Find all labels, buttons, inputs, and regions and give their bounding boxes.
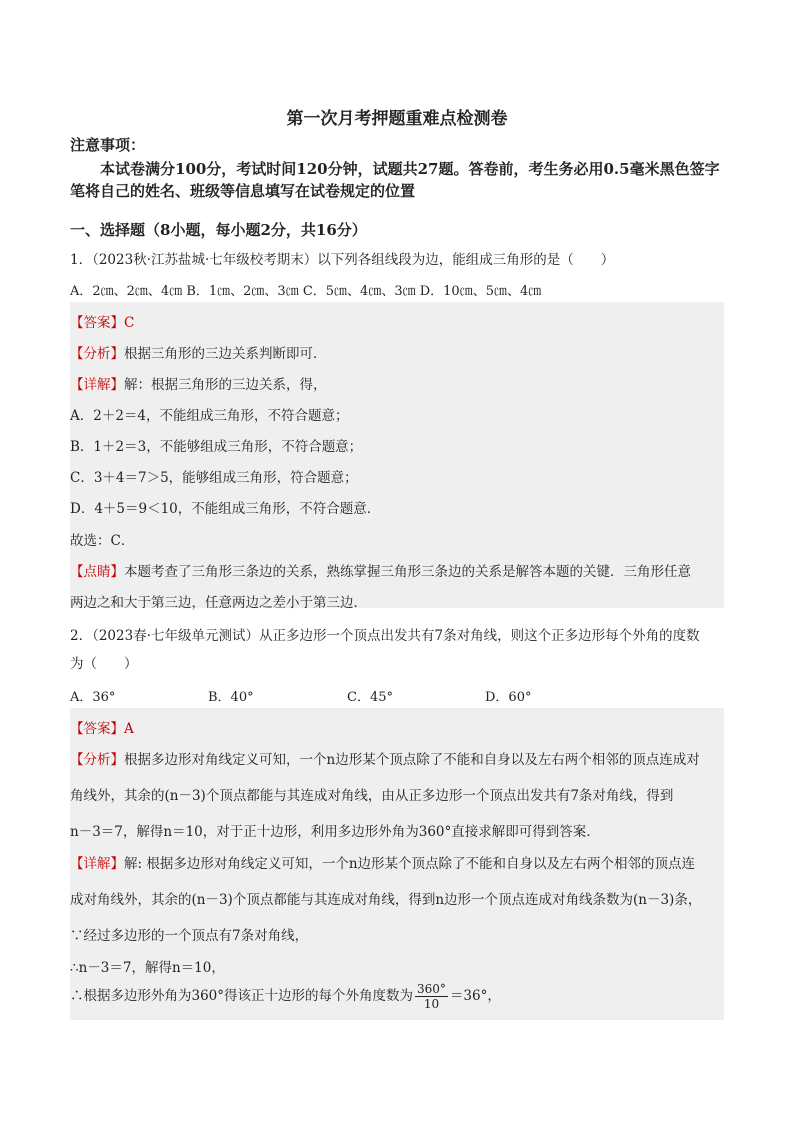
question-2-stem-cont: 为（ ）: [70, 656, 138, 672]
q2-analysis-row: [70, 748, 724, 768]
point-text: 本题考查了三角形三条边的关系，熟练掌握三角形三条边的关系是解答本题的关键．三角形任意: [124, 564, 691, 580]
option-a: A．36°: [70, 690, 116, 705]
fraction: [415, 982, 448, 1011]
notice-heading: 注意事项：: [70, 136, 146, 154]
page-title: 第一次月考押题重难点检测卷: [286, 109, 508, 129]
answer-value: A: [124, 721, 134, 737]
option-d: D．60°: [485, 690, 532, 705]
detail-text: 解: 根据多边形对角线定义可知，一个n边形某个顶点除了不能和自身以及左右两个相邻的顶点连: [124, 856, 696, 872]
analysis-tag: 【分析】: [70, 752, 124, 768]
q2-detail-row: [70, 852, 724, 872]
question-2-stem: 2．（2023春·七年级单元测试）从正多边形一个顶点出发共有7条对角线，则这个正多边形每个外角的度数: [70, 628, 700, 644]
q1-line-a: A．2＋2＝4，不能组成三角形，不符合题意；: [70, 408, 349, 424]
q1-detail-row: [70, 373, 724, 393]
analysis-text: 根据三角形的三边关系判断即可．: [124, 346, 327, 362]
q2-analysis-row-2: 角线外，其余的(n－3)个顶点都能与其连成对角线，由从正多边形一个顶点出发共有7条对角线，得到: [70, 788, 674, 804]
q2-detail-row-4: ∴n－3＝7，解得n＝10，: [70, 960, 225, 976]
q2-detail-row-3: ∵经过多边形的一个顶点有7条对角线，: [70, 928, 309, 944]
point-tag: 【点睛】: [70, 564, 124, 580]
fraction-denominator: 10: [423, 997, 440, 1011]
q2-answer-row: [70, 717, 724, 737]
answer-tag: 【答案】: [70, 721, 124, 737]
question-1-stem: 1．（2023秋·江苏盐城·七年级校考期末）以下列各组线段为边，能组成三角形的是（ ）: [70, 252, 615, 268]
q1-choice: 故选：C．: [70, 533, 135, 549]
fraction-numerator: 360°: [417, 982, 446, 996]
q1-line-d: D．4＋5＝9＜10，不能组成三角形，不符合题意．: [70, 501, 381, 517]
q1-point-row: [70, 560, 724, 580]
q2-detail-row-5: [70, 982, 724, 1011]
analysis-text: 根据多边形对角线定义可知，一个n边形某个顶点除了不能和自身以及左右两个相邻的顶点连成对: [124, 752, 700, 768]
detail-tag: 【详解】: [70, 377, 124, 393]
section-heading: 一、选择题（8小题，每小题2分，共16分）: [70, 221, 367, 239]
q1-answer-row: [70, 311, 724, 331]
notice-text: 本试卷满分100分，考试时间120分钟，试题共27题。答卷前，考生务必用0.5毫米黑色签字笔将自己的姓名、班级等信息填写在试卷规定的位置: [70, 160, 720, 200]
analysis-tag: 【分析】: [70, 346, 124, 362]
detail-tag: 【详解】: [70, 856, 124, 872]
q2-detail-row-2: 成对角线外，其余的(n－3)个顶点都能与其连成对角线，得到n边形一个顶点连成对角线条数为(n－3)条，: [70, 892, 702, 908]
q1-line-b: B．1＋2＝3，不能够组成三角形，不符合题意；: [70, 439, 363, 455]
option-c: C．45°: [347, 690, 393, 705]
q1-line-c: C．3＋4＝7＞5，能够组成三角形，符合题意；: [70, 470, 358, 486]
answer-tag: 【答案】: [70, 315, 124, 331]
question-2-options: [70, 686, 724, 704]
q1-analysis-row: [70, 342, 724, 362]
q2-analysis-row-3: n－3＝7，解得n＝10，对于正十边形，利用多边形外角为360°直接求解即可得到答案．: [70, 824, 600, 840]
detail-text: 解：根据三角形的三边关系，得，: [124, 377, 327, 393]
answer-value: C: [124, 315, 135, 331]
question-1-options: A．2㎝、2㎝、4㎝ B．1㎝、2㎝、3㎝ C．5㎝、4㎝、3㎝ D．10㎝、5㎝、4㎝: [70, 284, 542, 299]
option-b: B．40°: [208, 690, 254, 705]
detail-5-text: ∴根据多边形外角为360°得该正十边形的每个外角度数为: [70, 988, 414, 1004]
q1-point-row-2: 两边之和大于第三边，任意两边之差小于第三边．: [70, 595, 367, 611]
detail-5-end: ＝36°，: [449, 988, 501, 1004]
